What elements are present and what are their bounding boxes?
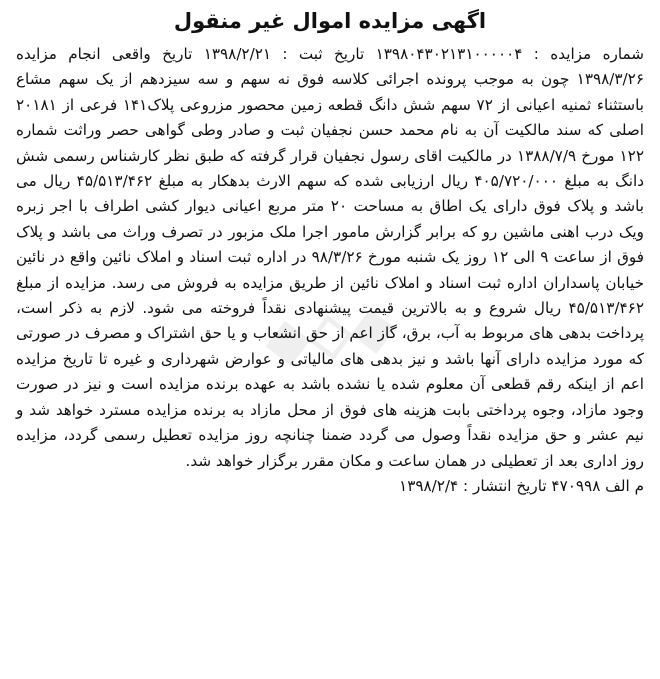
- notice-body: شماره مزایده : ۱۳۹۸۰۴۳۰۲۱۳۱۰۰۰۰۰۴ تاریخ ثبت : ۱۳۹۸/۲/۲۱ تاریخ واقعی انجام مزایده ۱۳۹۸/۳/۲۶ چون به موجب پرونده اجرائی کلاسه فوق نه سهم و سه سیزدهم از یک سهم مشاع باستثناء ثمنیه اعیانی از ۷۲ سهم شش دانگ قطعه زمین محصور مزروعی پلاک۱۴۱ فرعی از ۲۰۱۸۱ اصلی که سند مالکیت آن به نام محمد حسن نجفیان ثبت و صادر وطی گواهی حصر وراثت شماره ۱۲۲ مورخ ۱۳۸۸/۷/۹ در مالکیت اقای رسول نجفیان قرار گرفته که طبق نظر کارشناس رسمی شش دانگ به مبلغ ۴۰۵/۷۲۰/۰۰۰ ریال ارزیابی شده که سهم الارث بدهکار به مبلغ ۴۵/۵۱۳/۴۶۲ ریال می باشد و پلاک فوق دارای یک اطاق به مساحت ۲۰ متر مربع اعیانی دیوار کشی اطراف با اجر زبره ویک درب اهنی ماشین رو که برابر گزارش مامور اجرا ملک مزبور در تصرف وراث می باشد و پلاک فوق از ساعت ۹ الی ۱۲ روز یک شنبه مورخ ۹۸/۳/۲۶ در اداره ثبت اسناد و املاک نائین واقع در نائین خیابان پاسداران اداره ثبت اسناد و املاک نائین از طریق مزایده به فروش می رسد. مزایده از مبلغ ۴۵/۵۱۳/۴۶۲ ریال شروع و به بالاترین قیمت پیشنهادی نقداً فروخته می شود. لازم به ذکر است، پرداخت بدهی های مربوط به آب، برق، گاز اعم از حق انشعاب و یا حق اشتراک و مصرف در صورتی که مورد مزایده دارای آنها باشد و نیز بدهی های مالیاتی و عوارض شهرداری و غیره تا تاریخ مزایده اعم از اینکه رقم قطعی آن معلوم شده یا نشده باشد به عهده برنده مزایده است و نیز در صورت وجود مازاد، وجوه پرداختی بابت هزینه های فوق از محل مازاد به برنده مزایده مسترد خواهد شد و نیم عشر و حق مزایده نقداً وصول می گردد ضمنا چنانچه روز مزایده تعطیل رسمی گردد، مزایده روز اداری بعد از تعطیلی در همان ساعت و مکان مقرر برگزار خواهد شد.: [16, 45, 645, 470]
- watermark-logo: ◆◇◆: [261, 292, 399, 373]
- notice-title: اگهی مزایده اموال غیر منقول: [173, 9, 487, 33]
- notice-footer: م الف ۴۷۰۹۹۸ تاریخ انتشار : ۱۳۹۸/۲/۴: [399, 476, 644, 495]
